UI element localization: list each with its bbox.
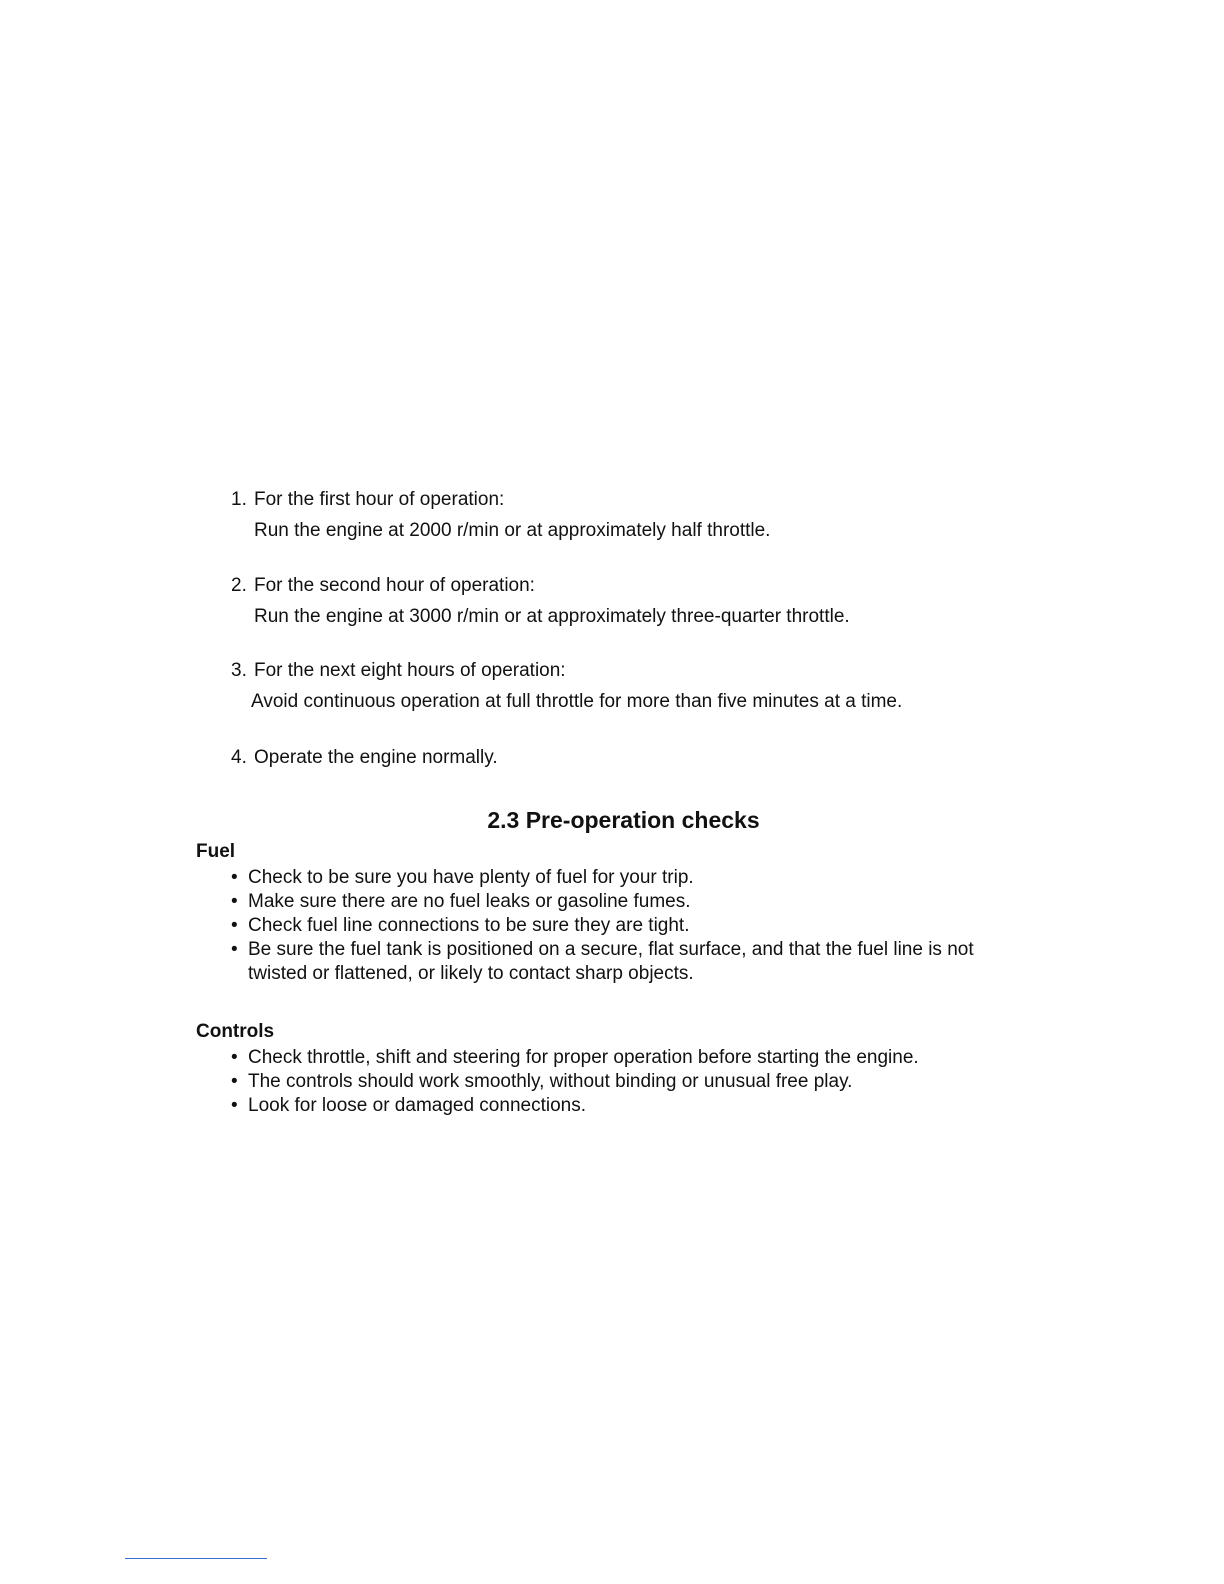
bullet-icon: •: [231, 1047, 238, 1068]
bullet-icon: •: [231, 1095, 238, 1116]
step-number: 3.: [231, 660, 247, 681]
step-number: 4.: [231, 747, 247, 768]
footnote-divider: [125, 1558, 267, 1559]
list-item: • Look for loose or damaged connections.: [231, 1095, 586, 1116]
step-label: For the next eight hours of operation:: [254, 660, 566, 681]
step-label: Operate the engine normally.: [254, 747, 498, 768]
list-item: • Be sure the fuel tank is positioned on a secure, flat surface, and that the fuel line is not twisted or flattened, or likely to contact sharp objects.: [231, 939, 974, 984]
bullet-icon: •: [231, 891, 238, 912]
step-4: [231, 746, 1051, 770]
list-item: • Check to be sure you have plenty of fuel for your trip.: [231, 867, 694, 888]
step-number: 2.: [231, 575, 247, 596]
controls-checklist: [231, 1046, 1021, 1118]
bullet-icon: •: [231, 939, 238, 960]
fuel-heading: Fuel: [196, 841, 236, 862]
list-item: • Make sure there are no fuel leaks or gasoline fumes.: [231, 891, 691, 912]
section-title: 2.3 Pre-operation checks: [487, 807, 760, 833]
controls-heading: Controls: [196, 1021, 275, 1042]
list-item: • The controls should work smoothly, without binding or unusual free play.: [231, 1071, 853, 1092]
list-item: • Check fuel line connections to be sure they are tight.: [231, 915, 690, 936]
bullet-icon: •: [231, 867, 238, 888]
step-number: 1.: [231, 489, 247, 510]
step-detail: Run the engine at 3000 r/min or at approximately three-quarter throttle.: [254, 606, 850, 627]
step-label: For the second hour of operation:: [254, 575, 535, 596]
step-label: For the first hour of operation:: [254, 489, 505, 510]
fuel-checklist: [231, 866, 1031, 986]
step-1: [231, 488, 1051, 543]
list-item: • Check throttle, shift and steering for proper operation before starting the engine.: [231, 1047, 919, 1068]
step-detail: Run the engine at 2000 r/min or at approximately half throttle.: [254, 520, 771, 541]
bullet-icon: •: [231, 915, 238, 936]
step-detail: Avoid continuous operation at full throttle for more than five minutes at a time.: [251, 691, 903, 712]
step-2: [231, 574, 1051, 629]
bullet-icon: •: [231, 1071, 238, 1092]
step-3: [231, 659, 1051, 714]
